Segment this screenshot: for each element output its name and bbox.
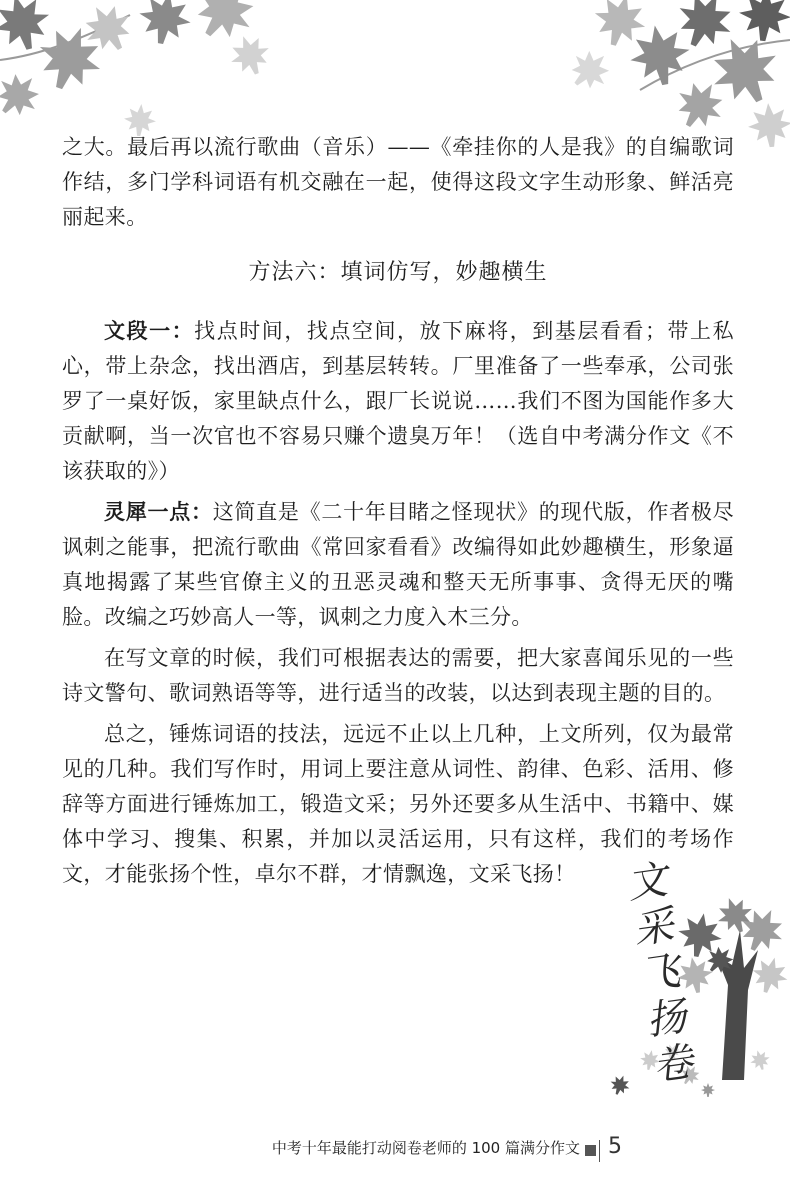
footer-square-icon [585,1145,596,1156]
footer-divider [599,1140,600,1162]
footer-book-title: 中考十年最能打动阅卷老师的 100 篇满分作文 [271,1139,580,1157]
intro-paragraph: 之大。最后再以流行歌曲（音乐）——《牵挂你的人是我》的自编歌词作结，多门学科词语有机交融在一起，使得这段文字生动形象、鲜活亮丽起来。 [62,135,734,229]
comment-paragraph [62,495,734,635]
stamp-char: 文 [624,856,671,908]
excerpt-label: 文段一： [104,319,195,343]
article-body [62,130,734,892]
top-right-leaves [562,0,790,149]
stamp-char: 飞 [637,947,684,999]
stamp-char: 卷 [649,1038,696,1091]
page-number: 5 [608,1134,622,1159]
stamp-char: 扬 [643,993,690,1045]
comment-label: 灵犀一点： [104,500,213,524]
page-footer [0,1134,790,1170]
summary-paragraph: 总之，锤炼词语的技法，远远不止以上几种，上文所列，仅为最常见的几种。我们写作时，用词上要注意从词性、韵律、色彩、活用、修辞等方面进行锤炼加工，锻造文采；另外还要多从生活中、书籍中、媒体中学习、搜集、积累，并加以灵活运用，只有这样，我们的考场作文，才能张扬个性，卓尔不群，才情飘逸，文采飞扬！ [62,722,734,886]
stamp-char: 采 [630,902,677,954]
section-title: 方法六：填词仿写，妙趣横生 [248,260,548,285]
writing-paragraph: 在写文章的时候，我们可根据表达的需要，把大家喜闻乐见的一些诗文警句、歌词熟语等等，进行适当的改装，以达到表现主题的目的。 [62,646,734,705]
excerpt-paragraph [62,314,734,489]
comment-text: 这简直是《二十年目睹之怪现状》的现代版，作者极尽讽刺之能事，把流行歌曲《常回家看看》改编得如此妙趣横生，形象逼真地揭露了某些官僚主义的丑恶灵魂和整天无所事事、贪得无厌的嘴脸。改编之巧妙高人一等，讽刺之力度入木三分。 [62,500,734,629]
excerpt-text: 找点时间，找点空间，放下麻将，到基层看看；带上私心，带上杂念，找出酒店，到基层转转。厂里准备了一些奉承，公司张罗了一桌好饭，家里缺点什么，跟厂长说说……我们不图为国能作多大贡献啊，当一次官也不容易只赚个遗臭万年！（选自中考满分作文《不该获取的》） [62,319,734,483]
top-left-leaves [0,0,276,137]
